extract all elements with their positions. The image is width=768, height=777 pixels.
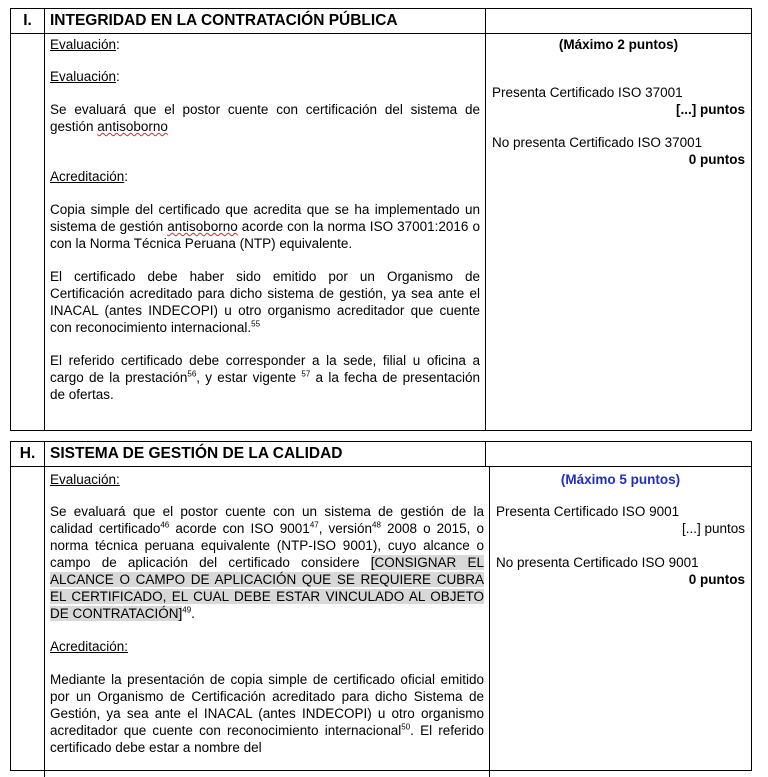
section-number: H.: [11, 442, 45, 466]
section-body-row: [11, 34, 751, 431]
footnote-ref: 55: [251, 319, 261, 329]
section-header-row: [11, 9, 751, 34]
evaluation-label: Evaluación:: [50, 472, 120, 487]
max-points: (Máximo 2 puntos): [558, 37, 679, 52]
evaluation-label: Evaluación: [50, 69, 117, 84]
no-presenta-points: 0 puntos: [688, 572, 745, 587]
presenta-points: [...] puntos: [681, 521, 745, 536]
number-column-cell: [11, 34, 45, 431]
criteria-description-cell: Evaluación: Evaluación: Se evaluará que el postor cuente con certificación del sistema de gestión antisoborno Acreditación: Copia simple del certificado que acredita que se ha implementado un sistema de gestión antisoborno acorde con la norma ISO 37001:2016 o con la Norma Técnica Peruana (NTP) equivalente. El certificado debe haber sido emitido por un Organismo de Certificación acreditado para dicho sistema de gestión, ya sea ante el INACAL (antes INDECOPI) u otro organismo acreditador que cuente con reconocimiento internacional.$^{55}$ El referido certificado debe corresponder a la sede, filial u oficina a cargo de la prestación$^{56}$, y estar vigente $^{57}$ a la fecha de presentación de ofertas.: [45, 34, 486, 431]
header-empty-cell: [486, 9, 751, 33]
header-empty-cell: [486, 442, 751, 466]
accreditation-label: Acreditación: [50, 169, 125, 184]
accreditation-label: Acreditación:: [50, 639, 129, 654]
section-number: I.: [11, 9, 45, 33]
section-calidad-table: [10, 441, 752, 771]
score-cell: [490, 467, 751, 777]
max-points: (Máximo 5 puntos): [560, 472, 681, 487]
presenta-points: [...] puntos: [676, 102, 745, 117]
highlighted-placeholder: [CONSIGNAR EL ALCANCE O CAMPO DE APLICACIÓN QUE SE REQUIERE CUBRA EL CERTIFICADO, EL CUAL DEBE ESTAR VINCULADO AL OBJETO DE CONTRATACIÓN]: [50, 555, 484, 621]
no-presenta-points: 0 puntos: [688, 152, 745, 167]
accreditation-paragraph: El referido certificado debe corresponder a la sede, filial u oficina a cargo de la prestación$^{56}$, y estar vigente $^{57}$ a la fecha de presentación de ofertas.: [50, 353, 480, 402]
presenta-label: Presenta Certificado ISO 37001: [492, 85, 683, 100]
footnote-ref: 56: [187, 369, 197, 379]
evaluation-label: Evaluación: [50, 37, 117, 52]
accreditation-paragraph: Copia simple del certificado que acredita que se ha implementado un sistema de gestión antisoborno acorde con la norma ISO 37001:2016 o con la Norma Técnica Peruana (NTP) equivalente.: [50, 202, 480, 251]
criteria-description-cell: [45, 467, 490, 777]
evaluation-text: Se evaluará que el postor cuente con certificación del sistema de gestión antisoborno: [50, 102, 480, 134]
section-body-row: [11, 467, 751, 777]
section-title: SISTEMA DE GESTIÓN DE LA CALIDAD: [45, 442, 486, 466]
no-presenta-label: No presenta Certificado ISO 9001: [496, 555, 699, 570]
accreditation-paragraph: Mediante la presentación de copia simple de certificado oficial emitido por un Organismo de Certificación acreditado para dicho Sistema de Gestión, ya sea ante el INACAL (antes INDECOPI) u otro organismo acreditador que cuente con reconocimiento internacional$^{50}$. El referido certificado debe estar a nombre del: [50, 672, 484, 755]
evaluation-text: Se evaluará que el postor cuente con un sistema de gestión de la calidad certificado$^{46}$ acorde con ISO 9001$^{47}$, versión$^{48}$ 2008 o 2015, o norma técnica peruana equivalente (NTP-ISO 9001), cuyo alcance o campo de aplicación del certificado considere [CONSIGNAR EL ALCANCE O CAMPO DE APLICACIÓN QUE SE REQUIERE CUBRA EL CERTIFICADO, EL CUAL DEBE ESTAR VINCULADO AL OBJETO DE CONTRATACIÓN]$^{49}$.: [50, 504, 484, 621]
number-column-cell: [11, 467, 45, 777]
footnote-ref: 57: [301, 369, 311, 379]
section-header-row: [11, 442, 751, 467]
accreditation-paragraph: El certificado debe haber sido emitido por un Organismo de Certificación acreditado para dicho sistema de gestión, ya sea ante el INACAL (antes INDECOPI) u otro organismo acreditador que cuente con reconocimiento internacional.$^{55}$: [50, 269, 480, 335]
section-title: INTEGRIDAD EN LA CONTRATACIÓN PÚBLICA: [45, 9, 486, 33]
no-presenta-label: No presenta Certificado ISO 37001: [492, 135, 703, 150]
score-cell: [486, 34, 751, 431]
section-integridad-table: [10, 8, 752, 431]
presenta-label: Presenta Certificado ISO 9001: [496, 504, 680, 519]
